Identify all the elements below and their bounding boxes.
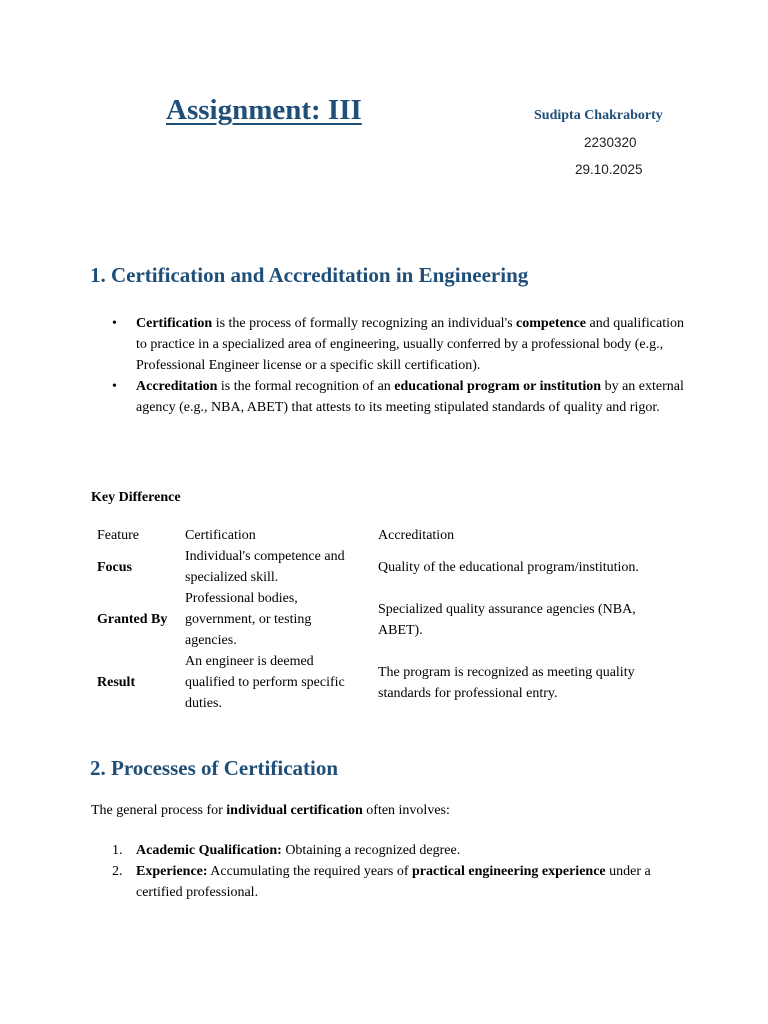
column-header: Feature bbox=[97, 528, 139, 543]
term: Academic Qualification: bbox=[136, 843, 282, 858]
text: is the process of formally recognizing an individual's bbox=[212, 316, 517, 331]
table-cell: Professional bodies, government, or testing agencies. bbox=[185, 591, 312, 648]
list-item bbox=[112, 861, 676, 903]
text: by an external agency (e.g., NBA, ABET) that attests to its meeting stipulated standards of quality and rigor. bbox=[136, 379, 684, 415]
term: Certification bbox=[136, 316, 213, 331]
key-difference-label: Key Difference bbox=[91, 490, 181, 505]
section-1-heading: 1. Certification and Accreditation in Engineering bbox=[90, 263, 529, 287]
definitions-list bbox=[112, 313, 684, 418]
text: Obtaining a recognized degree. bbox=[281, 843, 461, 858]
emphasis: educational program or institution bbox=[394, 379, 602, 394]
bullet-icon: • bbox=[112, 379, 117, 394]
table-row bbox=[91, 588, 674, 651]
emphasis: competence bbox=[516, 316, 587, 331]
roll-number: 2230320 bbox=[584, 135, 637, 150]
step-number: 2. bbox=[112, 864, 123, 879]
column-header: Certification bbox=[185, 528, 256, 543]
table-header-row bbox=[91, 525, 674, 546]
table-cell: Specialized quality assurance agencies (NBA, ABET). bbox=[378, 601, 636, 638]
text: under a certified professional. bbox=[136, 864, 651, 900]
document-title: Assignment: III bbox=[166, 94, 362, 126]
process-steps-list bbox=[112, 840, 676, 903]
submission-date: 29.10.2025 bbox=[575, 162, 643, 177]
section-2-intro bbox=[91, 803, 450, 819]
author-name: Sudipta Chakraborty bbox=[534, 108, 663, 123]
list-item bbox=[112, 313, 684, 376]
list-item bbox=[112, 376, 684, 418]
list-item bbox=[112, 840, 676, 861]
table-cell: Individual's competence and specialized skill. bbox=[185, 549, 345, 585]
section-2-heading: 2. Processes of Certification bbox=[90, 756, 339, 780]
row-label: Granted By bbox=[97, 612, 168, 627]
row-label: Focus bbox=[97, 559, 132, 575]
emphasis: individual certification bbox=[226, 803, 363, 818]
text: is the formal recognition of an bbox=[217, 379, 395, 394]
step-number: 1. bbox=[112, 843, 123, 858]
term: Experience: bbox=[136, 864, 208, 879]
term: Accreditation bbox=[136, 379, 218, 394]
text: often involves: bbox=[362, 803, 450, 818]
text: The general process for bbox=[91, 803, 227, 818]
column-header: Accreditation bbox=[378, 528, 455, 543]
table-row bbox=[91, 546, 674, 588]
table-cell: The program is recognized as meeting quality standards for professional entry. bbox=[378, 664, 635, 701]
emphasis: practical engineering experience bbox=[412, 864, 606, 879]
table-cell: Quality of the educational program/institution. bbox=[378, 559, 639, 575]
table-cell: An engineer is deemed qualified to perform specific duties. bbox=[185, 654, 345, 711]
row-label: Result bbox=[97, 675, 136, 690]
comparison-table bbox=[91, 525, 674, 714]
table-row bbox=[91, 651, 674, 714]
text: Accumulating the required years of bbox=[207, 864, 413, 879]
bullet-icon: • bbox=[112, 316, 117, 331]
text: and qualification to practice in a specialized area of engineering, usually conferred by a professional body (e.g., Professional Engineer license or a specific skill certification). bbox=[136, 316, 684, 373]
